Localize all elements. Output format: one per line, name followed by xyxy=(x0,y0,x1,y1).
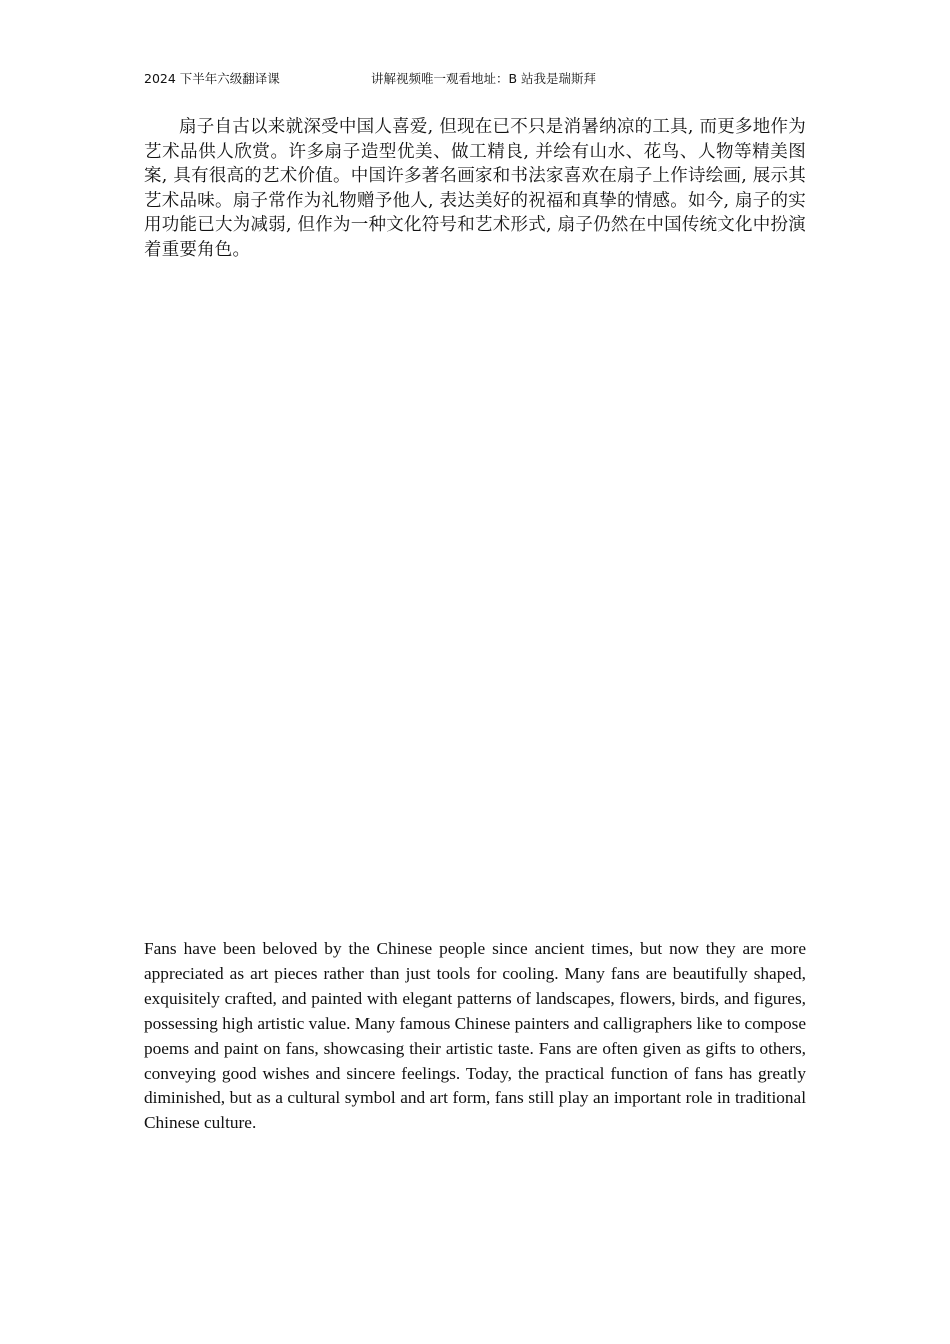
chinese-source-paragraph: 扇子自古以来就深受中国人喜爱, 但现在已不只是消暑纳凉的工具, 而更多地作为艺术品供人欣赏。许多扇子造型优美、做工精良, 并绘有山水、花鸟、人物等精美图案, 具有很高的艺术价值。中国许多著名画家和书法家喜欢在扇子上作诗绘画, 展示其艺术品味。扇子常作为礼物赠予他人, 表达美好的祝福和真挚的情感。如今, 扇子的实用功能已大为减弱, 但作为一种文化符号和艺术形式, 扇子仍然在中国传统文化中扮演着重要角色。 xyxy=(144,117,806,260)
course-title: 2024 下半年六级翻译课 xyxy=(144,71,280,86)
video-source-note: 讲解视频唯一观看地址：B 站我是瑞斯拜 xyxy=(371,71,597,86)
english-translation-paragraph: Fans have been beloved by the Chinese people since ancient times, but now they are more appreciated as art pieces rather than just tools for cooling. Many fans are beautifully shaped, exquisitely crafted, and painted with elegant patterns of landscapes, flowers, birds, and figures, possessing high artistic value. Many famous Chinese painters and calligraphers like to compose poems and paint on fans, showcasing their artistic taste. Fans are often given as gifts to others, conveying good wishes and sincere feelings. Today, the practical function of fans has greatly diminished, but as a cultural symbol and art form, fans still play an important role in traditional Chinese culture. xyxy=(144,939,806,1133)
page-header xyxy=(144,70,806,90)
